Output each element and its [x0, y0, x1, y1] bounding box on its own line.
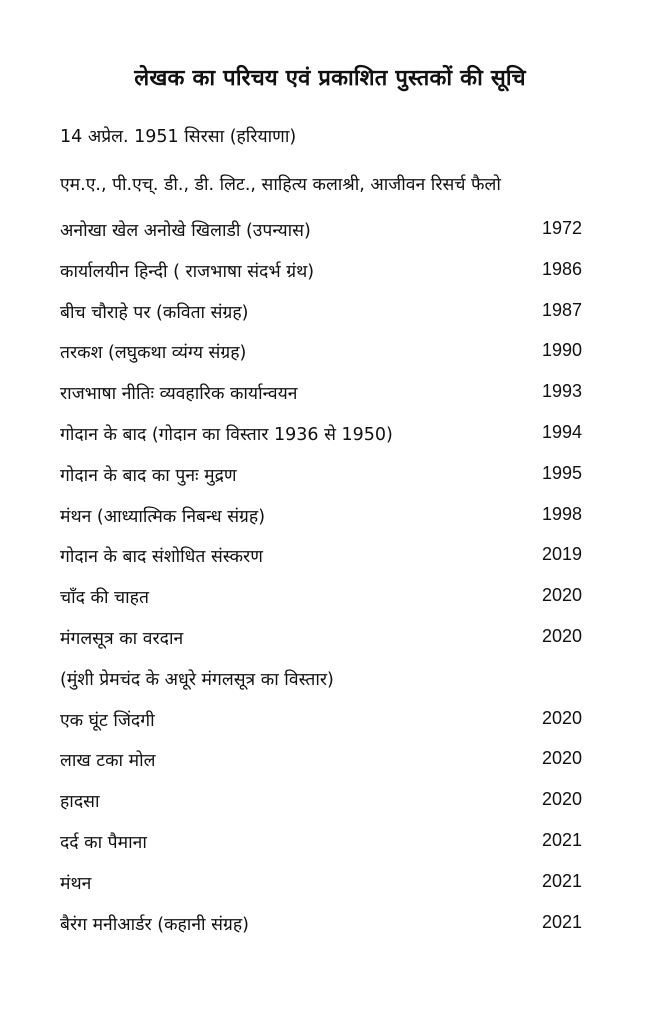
book-year: 1972 [541, 218, 582, 238]
book-title: हादसा [60, 792, 100, 813]
book-year: 1987 [541, 299, 582, 320]
book-year: 2020 [541, 789, 582, 810]
book-year: 1995 [541, 462, 582, 483]
book-row [60, 748, 590, 789]
book-row [60, 626, 590, 667]
book-title: गोदान के बाद का पुनः मुद्रण [60, 465, 237, 486]
book-row [60, 504, 590, 545]
book-row [60, 830, 590, 871]
book-year: 1990 [541, 340, 582, 361]
book-row [60, 708, 590, 749]
book-title: मंथन [60, 873, 92, 894]
book-title: मंथन (आध्यात्मिक निबन्ध संग्रह) [60, 506, 266, 527]
book-year: 1998 [541, 503, 582, 524]
book-year: 2019 [541, 544, 582, 565]
book-year: 2020 [541, 748, 582, 769]
birth-date-line: 14 अप्रेल. 1951 सिरसा (हरियाणा) [60, 127, 297, 147]
book-title: कार्यालयीन हिन्दी ( राजभाषा संदर्भ ग्रंथ) [60, 261, 315, 282]
book-title: अनोखा खेल अनोखे खिलाडी (उपन्यास) [60, 221, 311, 241]
book-title: चाँद की चाहत [60, 588, 149, 609]
book-row [60, 259, 590, 300]
book-row [60, 340, 590, 381]
book-year: 1994 [541, 421, 582, 442]
book-title: गोदान के बाद संशोधित संस्करण [60, 547, 263, 568]
book-title: राजभाषा नीतिः व्यवहारिक कार्यान्वयन [60, 384, 298, 405]
book-row [60, 871, 590, 912]
book-row [60, 381, 590, 422]
book-row [60, 544, 590, 585]
book-title: दर्द का पैमाना [60, 832, 147, 853]
book-row [60, 422, 590, 463]
book-row [60, 789, 590, 830]
page-title: लेखक का परिचय एवं प्रकाशित पुस्तकों की सूचि [134, 66, 526, 91]
book-row [60, 912, 590, 953]
book-year: 2021 [541, 911, 582, 932]
book-title: गोदान के बाद (गोदान का विस्तार 1936 से 1950) [60, 424, 393, 445]
book-list [60, 218, 590, 952]
book-title: लाख टका मोल [60, 751, 156, 772]
book-title: तरकश (लघुकथा व्यंग्य संग्रह) [60, 343, 247, 364]
book-year: 1986 [541, 258, 582, 279]
book-title: एक घूंट जिंदगी [60, 710, 155, 731]
book-year: 2020 [541, 585, 582, 606]
book-title: (मुंशी प्रेमचंद के अधूरे मंगलसूत्र का विस्तार) [60, 669, 334, 690]
book-year: 2020 [541, 625, 582, 646]
book-year: 2021 [541, 870, 582, 891]
book-year: 1993 [541, 381, 582, 402]
book-row [60, 463, 590, 504]
book-title: बीच चौराहे पर (कविता संग्रह) [60, 302, 249, 323]
book-title: बैरंग मनीआर्डर (कहानी संग्रह) [60, 914, 249, 935]
book-row [60, 300, 590, 341]
degrees-line: एम.ए., पी.एच्. डी., डी. लिट., साहित्य कलाश्री, आजीवन रिसर्च फैलो [60, 175, 501, 195]
book-year: 2021 [541, 829, 582, 850]
book-row [60, 667, 590, 708]
book-year: 2020 [541, 707, 582, 728]
book-row [60, 585, 590, 626]
book-title: मंगलसूत्र का वरदान [60, 628, 184, 649]
book-row [60, 218, 590, 259]
